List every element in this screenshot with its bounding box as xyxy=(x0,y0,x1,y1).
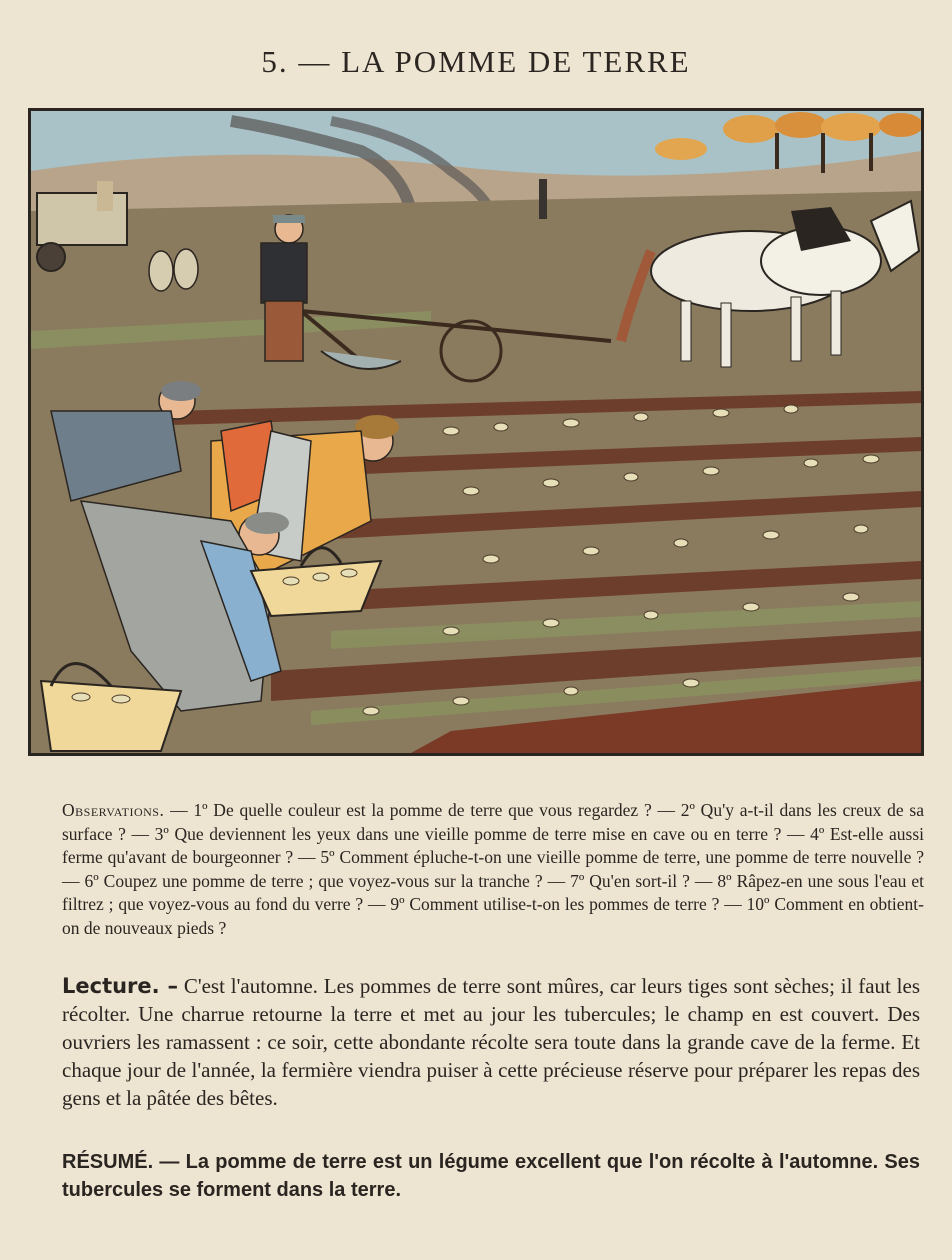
resume-paragraph: RÉSUMÉ. — La pomme de terre est un légume excellent que l'on récolte à l'automne. Ses tubercules se forment dans la terre. xyxy=(62,1151,920,1201)
distant-worker xyxy=(539,179,547,219)
lecture-label: Lecture. – xyxy=(62,974,179,998)
observations-text: — 1º De quelle couleur est la pomme de terre que vous regardez ? — 2º Qu'y a-t-il dans les creux de sa surface ? — 3º Que deviennent les yeux dans une vieille pomme de terre mise en cave ou en terre ? — 4º Est-elle aussi ferme qu'avant de bourgeonner ? — 5º Comment épluche-t-on une vieille pomme de terre, une pomme de terre nouvelle ? — 6º Coupez une pomme de terre ; que voyez-vous sur la tranche ? — 7º Qu'en sort-il ? — 8º Râpez-en une sous l'eau et filtrez ; que voyez-vous au fond du verre ? — 9º Comment utilise-t-on les pommes de terre ? — 10º Comment en obtient-on de nouveaux pieds ? xyxy=(62,800,924,938)
observations-label: Observations. xyxy=(62,800,165,820)
lecture-paragraph xyxy=(62,972,920,1112)
lecture-text: C'est l'automne. Les pommes de terre sont mûres, car leurs tiges sont sèches; il faut les récolter. Une charrue retourne la terre et met au jour les tubercules; le champ en est couvert. Des ouvriers les ramassent : ce soir, cette abondante récolte sera toute dans la grande cave de la ferme. Et chaque jour de l'année, la fermière viendra puiser à cette précieuse réserve pour préparer les repas des gens et la pâtée des bêtes. xyxy=(62,974,920,1110)
observations-paragraph xyxy=(62,799,924,940)
potato-harvest-illustration xyxy=(28,108,924,756)
page-title: 5. — LA POMME DE TERRE xyxy=(261,44,691,79)
